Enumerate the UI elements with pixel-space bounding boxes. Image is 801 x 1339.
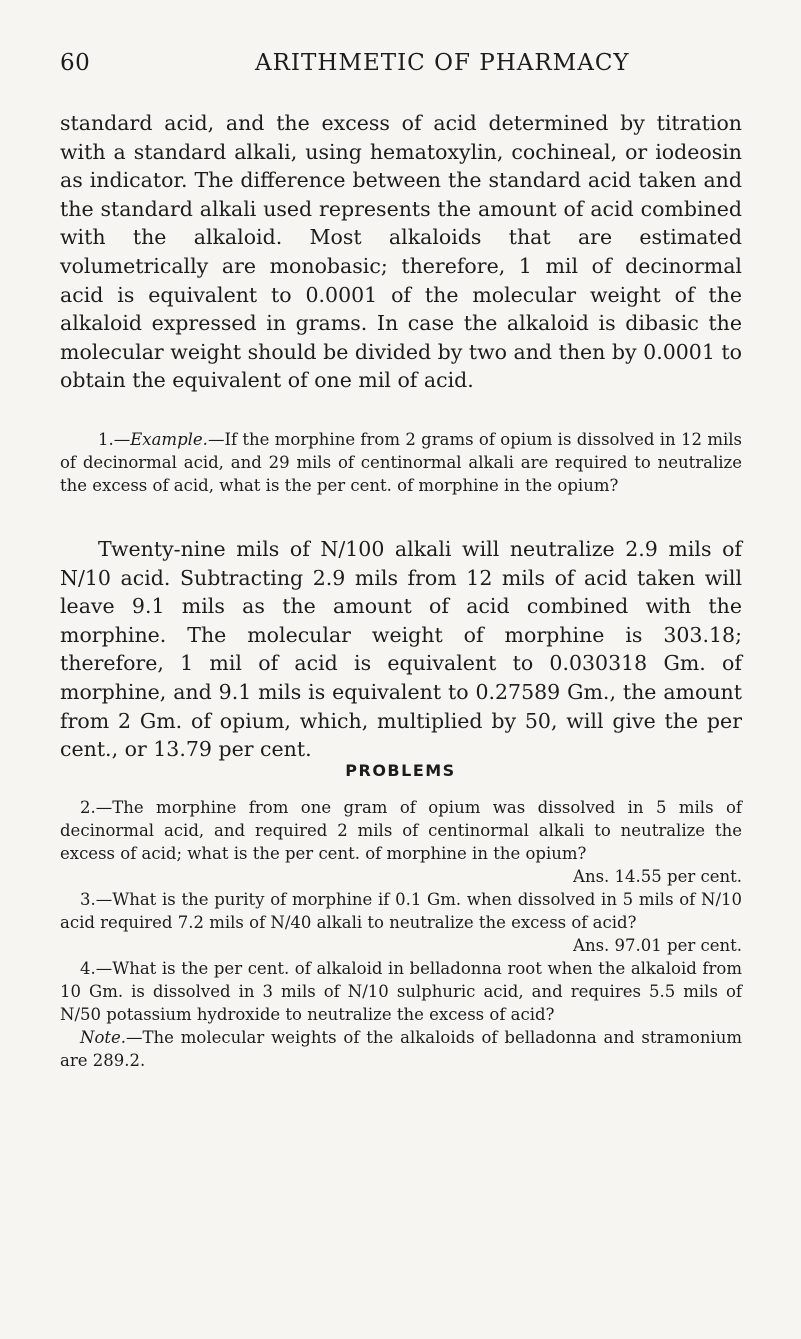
problems-list <box>60 796 742 1072</box>
intro-paragraph: standard acid, and the excess of acid determined by titration with a standard alkali, using hematoxylin, cochineal, or iodeosin as indicator. The difference between the standard acid taken and the standard alkali used represents the amount of acid combined with the alkaloid. Most alkaloids that are estimated volumetrically are monobasic; therefore, 1 mil of decinormal acid is equivalent to 0.0001 of the molecular weight of the alkaloid expressed in grams. In case the alkaloid is dibasic the molecular weight should be divided by two and then by 0.0001 to obtain the equivalent of one mil of acid. <box>60 111 742 393</box>
problem-item <box>60 888 742 957</box>
page-header <box>60 50 740 90</box>
problem-item <box>60 957 742 1026</box>
problem-text: 3.—What is the purity of morphine if 0.1 Gm. when dissolved in 5 mils of N/10 acid required 7.2 mils of N/40 alkali to neutralize the excess of acid? <box>60 890 742 932</box>
note-paragraph <box>60 1026 742 1072</box>
problem-answer: Ans. 97.01 per cent. <box>573 936 742 955</box>
solution-paragraph: Twenty-nine mils of N/100 alkali will neutralize 2.9 mils of N/10 acid. Subtracting 2.9 mils from 12 mils of acid taken will leave 9.1 mils as the amount of acid combined with the morphine. The molecular weight of morphine is 303.18; therefore, 1 mil of acid is equivalent to 0.030318 Gm. of morphine, and 9.1 mils is equivalent to 0.27589 Gm., the amount from 2 Gm. of opium, which, multiplied by 50, will give the per cent., or 13.79 per cent. <box>60 537 742 762</box>
example-label: Example. <box>130 430 208 449</box>
note-text: —The molecular weights of the alkaloids of belladonna and stramonium are 289.2. <box>60 1028 742 1070</box>
example-number: 1.— <box>98 430 131 449</box>
problems-heading: PROBLEMS <box>345 761 456 780</box>
example-paragraph <box>60 428 742 497</box>
page-number: 60 <box>60 50 91 76</box>
problem-text: 4.—What is the per cent. of alkaloid in belladonna root when the alkaloid from 10 Gm. is dissolved in 3 mils of N/10 sulphuric acid, and requires 5.5 mils of N/50 potassium hydroxide to neutralize the excess of acid? <box>60 959 742 1024</box>
problem-item <box>60 796 742 888</box>
running-head: ARITHMETIC OF PHARMACY <box>255 50 630 76</box>
problem-answer: Ans. 14.55 per cent. <box>573 867 742 886</box>
example-text: —If the morphine from 2 grams of opium is dissolved in 12 mils of decinormal acid, and 29 mils of centinormal alkali are required to neutralize the excess of acid, what is the per cent. of morphine in the opium? <box>60 430 742 495</box>
problem-text: 2.—The morphine from one gram of opium was dissolved in 5 mils of decinormal acid, and required 2 mils of centinormal alkali to neutralize the excess of acid; what is the per cent. of morphine in the opium? <box>60 798 742 863</box>
note-label: Note. <box>80 1028 127 1047</box>
